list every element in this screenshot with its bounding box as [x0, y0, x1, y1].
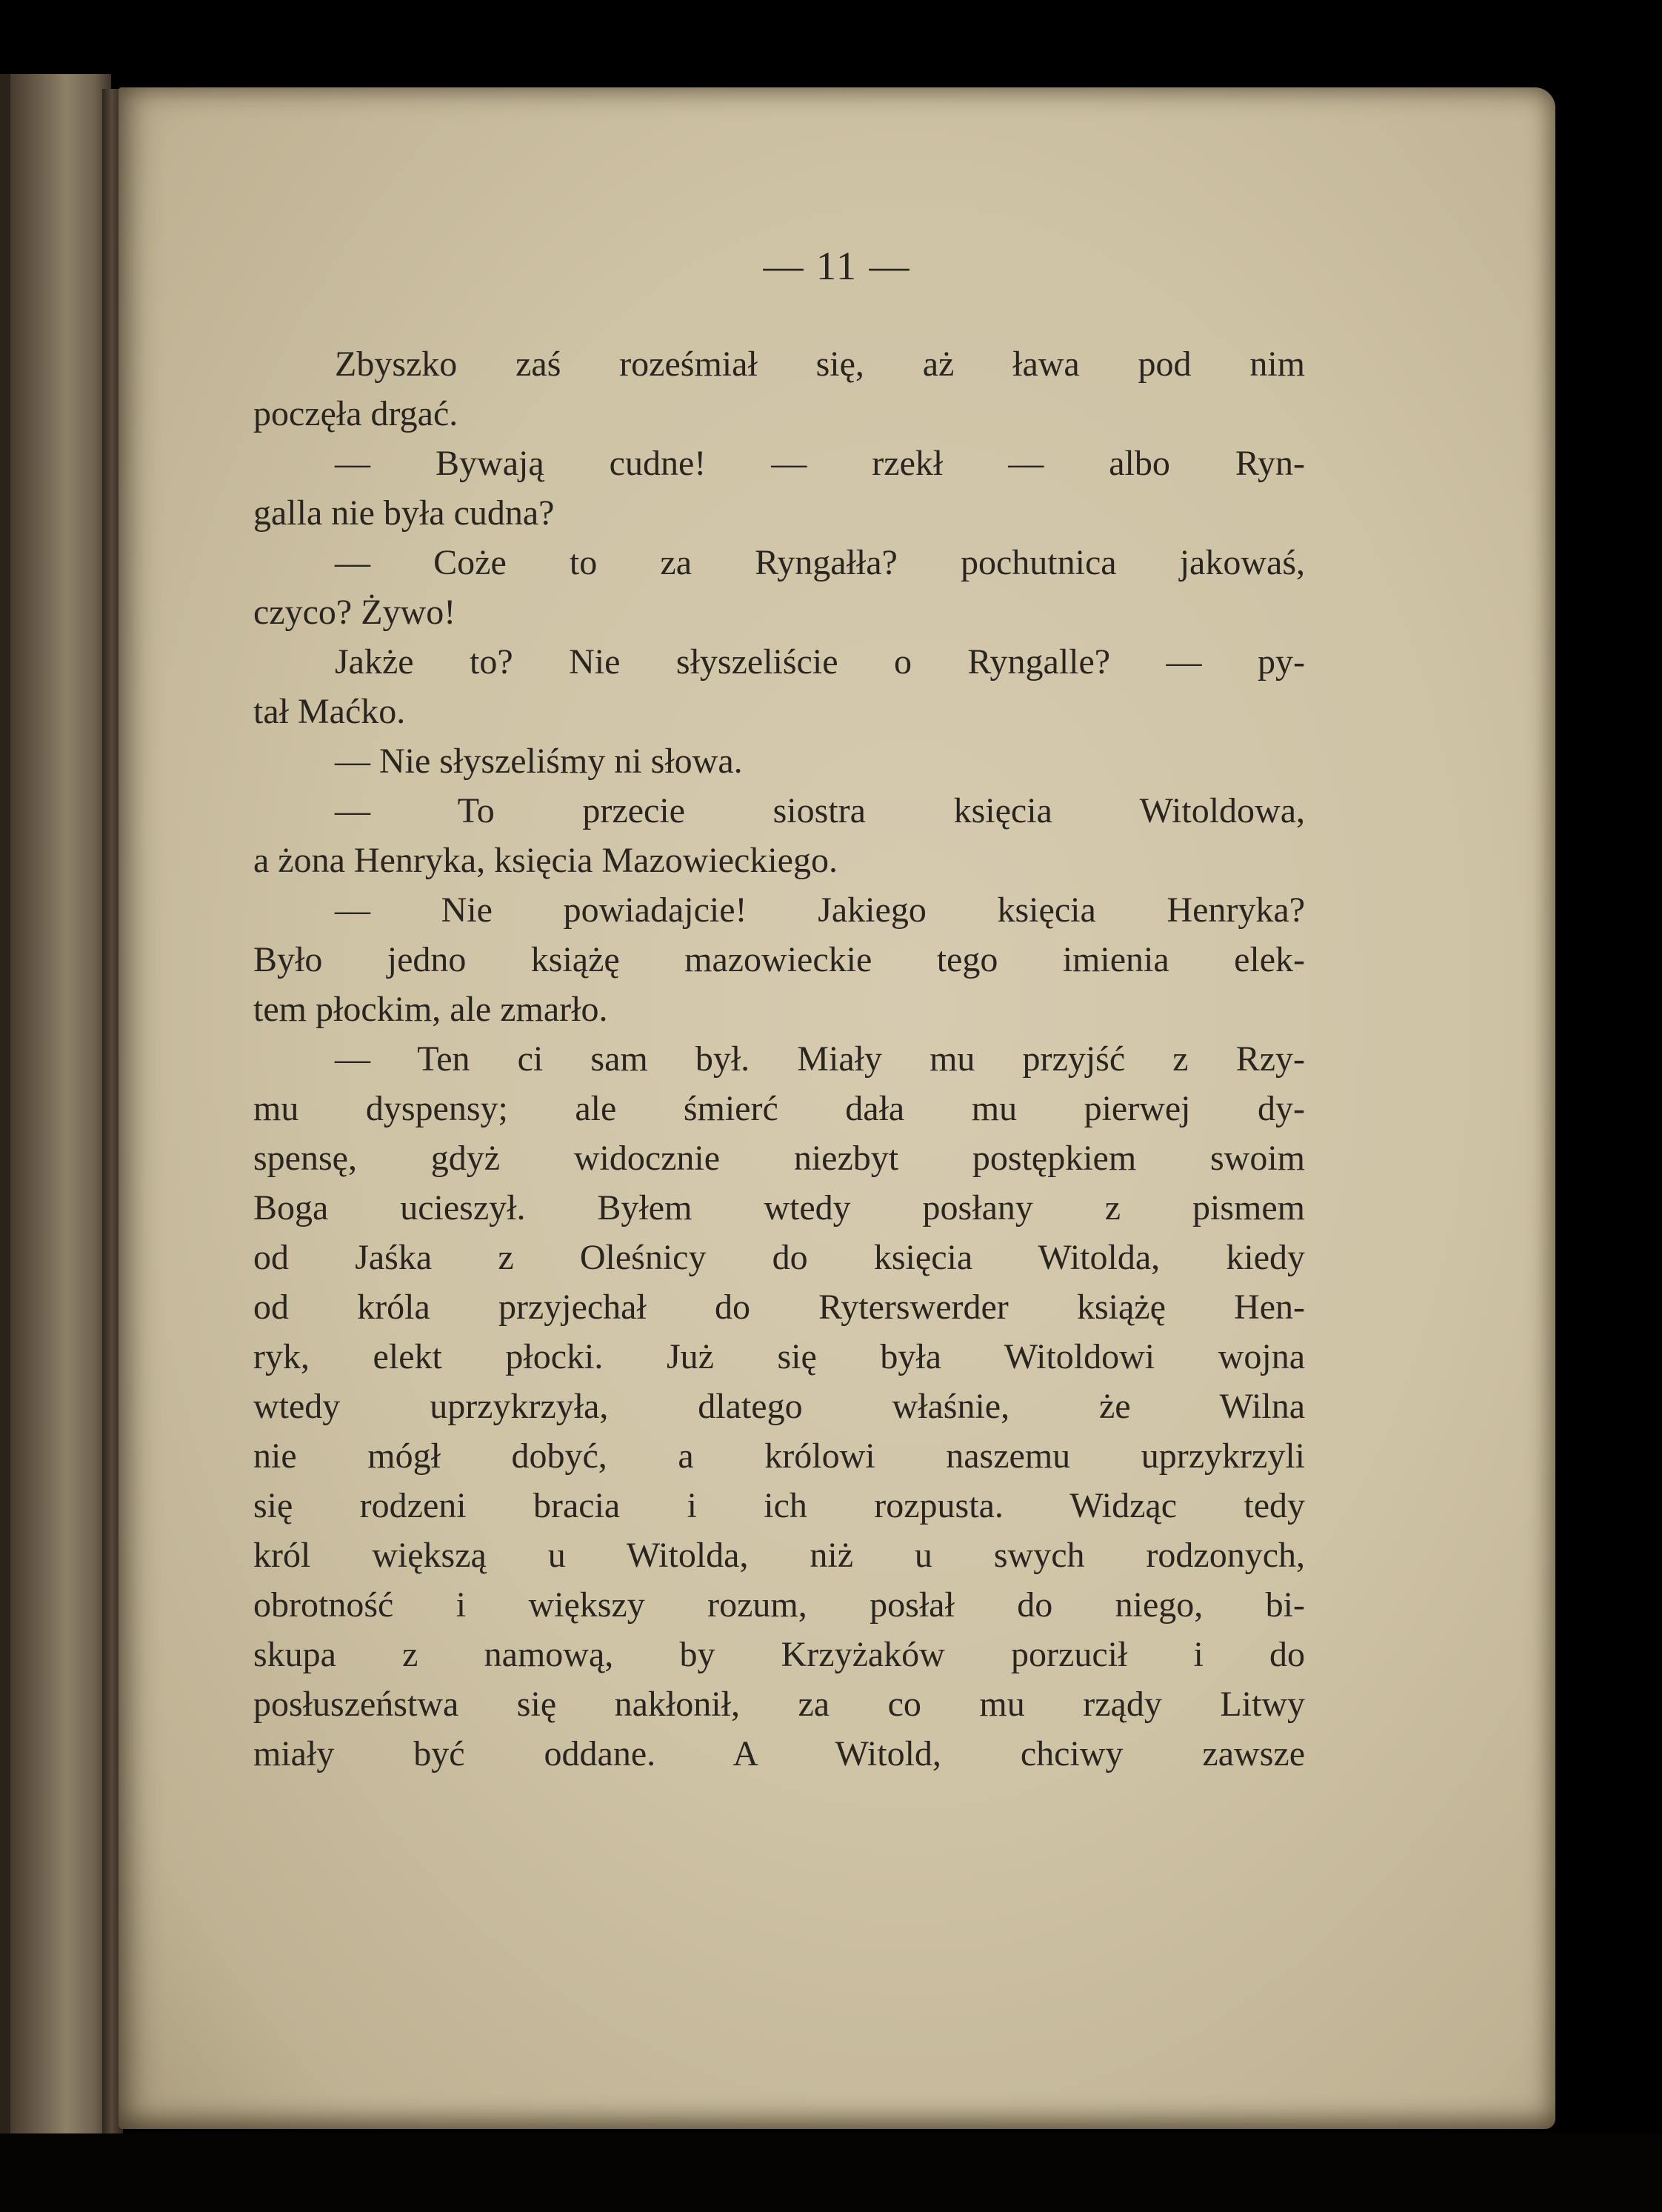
text-line: poczęła drgać.: [253, 394, 458, 433]
text-line: nie mógł dobyć, a królowi naszemu uprzykrzyli: [253, 1436, 1305, 1476]
text-line: mu dyspensy; ale śmierć dała mu pierwej dy-: [253, 1089, 1305, 1128]
text-line: — Nie powiadajcie! Jakiego księcia Henryka?: [335, 890, 1305, 930]
text-line: król większą u Witolda, niż u swych rodzonych,: [253, 1536, 1305, 1575]
text-line: Boga ucieszył. Byłem wtedy posłany z pismem: [253, 1188, 1305, 1227]
text-line: — Bywają cudne! — rzekł — albo Ryn-: [335, 444, 1305, 483]
text-line: Było jedno książę mazowieckie tego imienia elek-: [253, 940, 1305, 979]
text-line: galla nie była cudna?: [253, 493, 555, 533]
text-line: skupa z namową, by Krzyżaków porzucił i do: [253, 1635, 1305, 1674]
text-line: tał Maćko.: [253, 692, 406, 731]
page-number: — 11 —: [763, 244, 911, 288]
text-line: a żona Henryka, księcia Mazowieckiego.: [253, 841, 838, 880]
text-line: się rodzeni bracia i ich rozpusta. Widząc tedy: [253, 1486, 1305, 1525]
text-line: czyco? Żywo!: [253, 593, 456, 632]
text-line: ryk, elekt płocki. Już się była Witoldowi wojna: [253, 1337, 1305, 1376]
left-page-edge: [0, 74, 111, 2133]
text-line: miały być oddane. A Witold, chciwy zawsze: [253, 1734, 1305, 1773]
text-line: od króla przyjechał do Ryterswerder książę Hen-: [253, 1287, 1305, 1327]
text-line: — To przecie siostra księcia Witoldowa,: [335, 791, 1305, 830]
background-shadow: [0, 2133, 1662, 2212]
text-line: spensę, gdyż widocznie niezbyt postępkiem swoim: [253, 1139, 1305, 1178]
text-line: Zbyszko zaś roześmiał się, aż ława pod nim: [335, 344, 1305, 384]
text-line: — Coże to za Ryngałła? pochutnica jakowaś,: [335, 543, 1305, 582]
text-line: obrotność i większy rozum, posłał do niego, bi-: [253, 1585, 1305, 1625]
text-line: — Ten ci sam był. Miały mu przyjść z Rzy-: [335, 1039, 1305, 1079]
text-line: posłuszeństwa się nakłonił, za co mu rządy Litwy: [253, 1685, 1305, 1724]
book-page: [119, 87, 1555, 2129]
text-line: — Nie słyszeliśmy ni słowa.: [335, 742, 743, 781]
text-line: wtedy uprzykrzyła, dlatego właśnie, że Wilna: [253, 1387, 1305, 1426]
book-cover-edge: [0, 74, 10, 2133]
text-line: Jakże to? Nie słyszeliście o Ryngalle? — py-: [335, 642, 1305, 682]
text-line: od Jaśka z Oleśnicy do księcia Witolda, kiedy: [253, 1238, 1305, 1277]
text-line: tem płockim, ale zmarło.: [253, 990, 608, 1029]
page-text: [253, 339, 1305, 1779]
